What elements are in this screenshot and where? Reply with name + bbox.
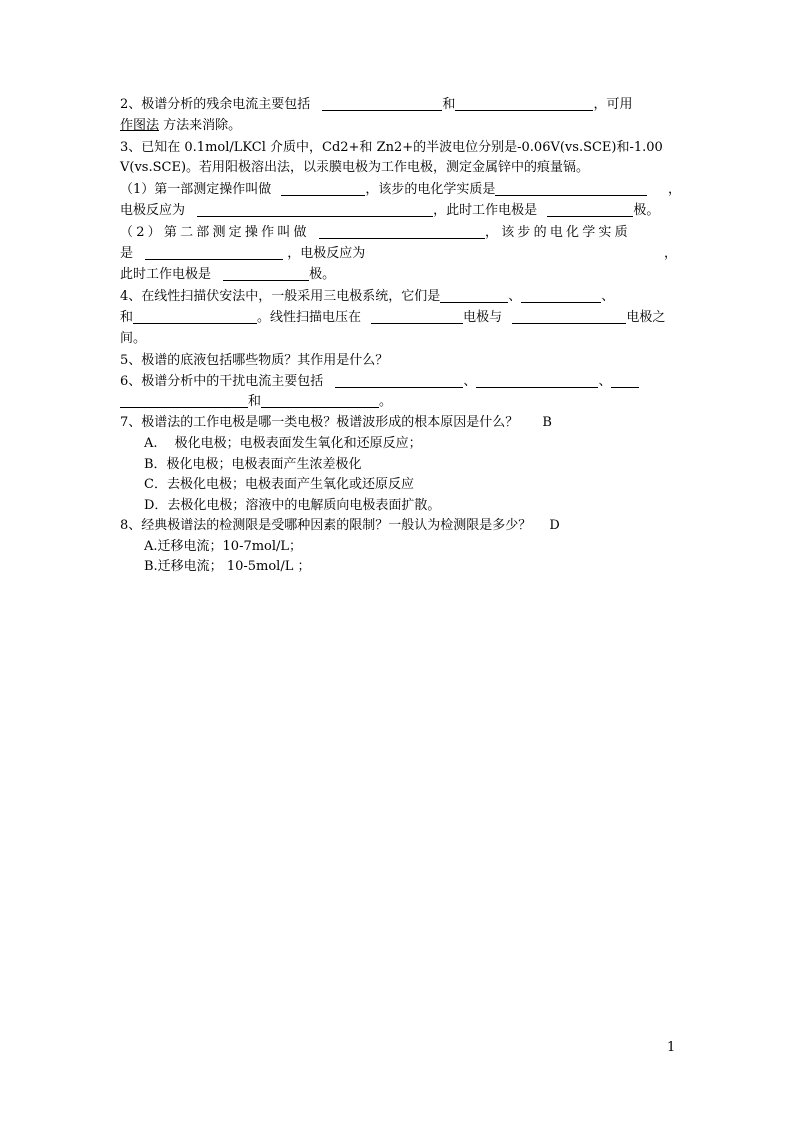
q3-p2-e: ， bbox=[664, 246, 678, 261]
q6-blank-4[interactable] bbox=[120, 393, 248, 408]
q2-line2 bbox=[120, 116, 241, 136]
q2-blank-2[interactable] bbox=[455, 96, 593, 111]
q3-part2-line3 bbox=[120, 265, 335, 285]
q6-blank-5[interactable] bbox=[261, 393, 379, 408]
q8-question: 8、经典极谱法的检测限是受哪种因素的限制？一般认为检测限是多少？ bbox=[120, 518, 532, 533]
q3-line1: 3、已知在 0.1mol/LKCl 介质中，Cd2+和 Zn2+的半波电位分别是-0.06V(vs.SCE)和-1.00 bbox=[120, 140, 663, 155]
q3-p2-blank-1[interactable] bbox=[319, 224, 485, 239]
q4-c: 。线性扫描电压在 bbox=[257, 310, 362, 325]
q3-p2-g: 极。 bbox=[309, 267, 336, 282]
q8-option-b: B.迁移电流； 10-5mol/L ； bbox=[144, 559, 311, 574]
q7-question-line bbox=[120, 413, 552, 433]
q2-text-a: 2、极谱分析的残余电流主要包括 bbox=[120, 97, 311, 112]
q2-and: 和 bbox=[442, 97, 456, 112]
q3-part1-line1 bbox=[120, 180, 682, 200]
q6-and: 和 bbox=[248, 394, 262, 409]
q4-blank-4[interactable] bbox=[371, 309, 463, 324]
q3-part2-line2 bbox=[120, 244, 678, 264]
q3-p2-a: （2）第二部测定操作叫做 bbox=[120, 225, 310, 240]
q7-option-d: D．去极化电极；溶液中的电解质向电极表面扩散。 bbox=[144, 498, 441, 513]
q4-blank-2[interactable] bbox=[521, 288, 601, 303]
q7-option-a: A. 极化电极；电极表面发生氧化和还原反应； bbox=[144, 436, 422, 451]
q3-line2: V(vs.SCE)。若用阳极溶出法，以汞膜电极为工作电极，测定金属锌中的痕量镉。 bbox=[120, 160, 590, 175]
q4-blank-5[interactable] bbox=[512, 309, 626, 324]
q4-line2 bbox=[120, 308, 665, 328]
q3-p1-blank-4[interactable] bbox=[547, 202, 633, 217]
q3-p1-blank-1[interactable] bbox=[281, 181, 365, 196]
q3-p2-f: 此时工作电极是 bbox=[120, 267, 212, 282]
q4-d: 电极与 bbox=[463, 310, 503, 325]
q3-part1-line2 bbox=[120, 201, 659, 221]
q3-p1-b: ，该步的电化学实质是 bbox=[365, 182, 496, 197]
q3-p1-f: 极。 bbox=[633, 203, 660, 218]
q4-line1 bbox=[120, 287, 614, 307]
q6-sep1: 、 bbox=[463, 374, 477, 389]
q8-option-a: A.迁移电流；10-7mol/L； bbox=[144, 539, 303, 554]
q4-line3: 间。 bbox=[120, 331, 147, 346]
q7-option-c: C．去极化电极；电极表面产生氧化或还原反应 bbox=[144, 477, 414, 492]
q6-line2 bbox=[120, 392, 392, 412]
q7-question: 7、极谱法的工作电极是哪一类电极？极谱波形成的根本原因是什么？ bbox=[120, 415, 519, 430]
q4-sep1: 、 bbox=[508, 289, 522, 304]
q3-p1-a: （1）第一部测定操作叫做 bbox=[120, 182, 272, 197]
q5-line: 5、极谱的底液包括哪些物质？其作用是什么？ bbox=[120, 353, 389, 368]
q3-p1-blank-3[interactable] bbox=[197, 202, 433, 217]
q2-underlined-answer: 作图法 bbox=[120, 118, 160, 133]
q3-p2-b: ，该步的电化学实质 bbox=[485, 225, 631, 240]
q3-p2-d: ，电极反应为 bbox=[287, 246, 366, 261]
page-number: 1 bbox=[667, 1040, 676, 1055]
q2-blank-1[interactable] bbox=[322, 96, 442, 111]
q2-line1 bbox=[120, 95, 632, 115]
q4-sep2: 、 bbox=[601, 289, 615, 304]
q6-sep2: 、 bbox=[598, 374, 612, 389]
q4-blank-3[interactable] bbox=[133, 309, 257, 324]
q3-p1-blank-2[interactable] bbox=[495, 181, 647, 196]
q6-blank-2[interactable] bbox=[476, 373, 598, 388]
q4-b: 和 bbox=[120, 310, 134, 325]
q7-option-b: B．极化电极；电极表面产生浓差极化 bbox=[144, 457, 362, 472]
q8-question-line bbox=[120, 516, 560, 536]
q7-answer: B bbox=[542, 415, 552, 430]
q3-p2-blank-2[interactable] bbox=[145, 245, 283, 260]
q6-blank-3[interactable] bbox=[611, 373, 639, 388]
q2-text-c: 方法来消除。 bbox=[163, 118, 242, 133]
q8-answer: D bbox=[549, 518, 560, 533]
q3-p1-e: ，此时工作电极是 bbox=[433, 203, 538, 218]
q3-part2-line1 bbox=[120, 223, 631, 243]
q6-blank-1[interactable] bbox=[335, 373, 463, 388]
q3-p2-blank-3[interactable] bbox=[223, 266, 309, 281]
q3-p1-d: 电极反应为 bbox=[120, 203, 186, 218]
q4-blank-1[interactable] bbox=[440, 288, 508, 303]
q4-a: 4、在线性扫描伏安法中，一般采用三电极系统，它们是 bbox=[120, 289, 441, 304]
q2-text-b: ，可用 bbox=[593, 97, 633, 112]
q6-end: 。 bbox=[379, 394, 393, 409]
q6-line1 bbox=[120, 372, 639, 392]
q3-p1-c: ， bbox=[668, 182, 682, 197]
q6-a: 6、极谱分析中的干扰电流主要包括 bbox=[120, 374, 324, 389]
q3-p2-c: 是 bbox=[120, 246, 134, 261]
q4-e: 电极之 bbox=[626, 310, 666, 325]
